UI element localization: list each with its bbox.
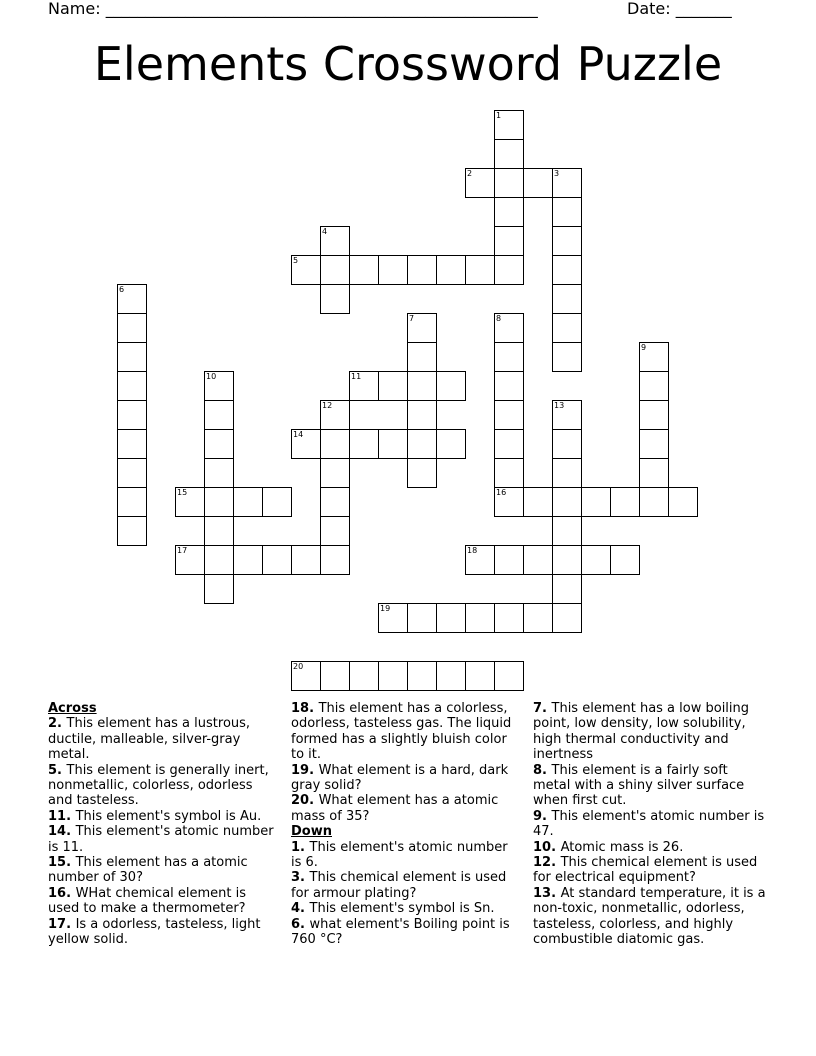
grid-cell[interactable] (320, 545, 350, 575)
grid-cell[interactable] (378, 603, 408, 633)
grid-cell[interactable] (204, 487, 234, 517)
clue-number: 15. (48, 855, 76, 871)
clue (48, 824, 276, 855)
grid-cell[interactable] (494, 197, 524, 227)
grid-cell[interactable] (523, 603, 553, 633)
grid-cell[interactable] (639, 371, 669, 401)
grid-cell[interactable] (639, 429, 669, 459)
grid-cell[interactable] (552, 226, 582, 256)
clue-number: 10. (533, 839, 561, 855)
clue-text: Is a odorless, tasteless, light yellow solid. (48, 916, 261, 948)
date-blank: _______ (675, 0, 732, 18)
clue (48, 855, 276, 886)
clue-text: This element is a fairly soft metal with a shiny silver surface when first cut. (533, 762, 745, 809)
grid-cell[interactable] (552, 400, 582, 430)
grid-cell[interactable] (552, 168, 582, 198)
cell-number: 13 (554, 401, 565, 410)
clue-number: 14. (48, 824, 76, 840)
clue (291, 793, 521, 824)
grid-cell[interactable] (117, 400, 147, 430)
page-title: Elements Crossword Puzzle (93, 37, 723, 91)
cell-number: 6 (119, 285, 125, 294)
cell-number: 2 (467, 169, 473, 178)
grid-cell[interactable] (407, 400, 437, 430)
grid-cell[interactable] (349, 255, 379, 285)
cell-number: 15 (177, 488, 188, 497)
grid-cell[interactable] (465, 255, 495, 285)
clue-text: What element is a hard, dark gray solid? (291, 762, 509, 794)
grid-cell[interactable] (494, 603, 524, 633)
clue-text: This element's symbol is Au. (75, 808, 262, 824)
grid-cell[interactable] (494, 139, 524, 169)
grid-cell[interactable] (320, 661, 350, 691)
grid-cell[interactable] (581, 545, 611, 575)
clue-heading: Across (48, 701, 97, 716)
name-blank: ______________________________________________________ (105, 0, 538, 18)
clue (533, 763, 767, 809)
clue-text: This element's symbol is Sn. (309, 901, 495, 917)
grid-cell[interactable] (494, 342, 524, 372)
grid-cell[interactable] (523, 487, 553, 517)
grid-cell[interactable] (639, 458, 669, 488)
clue (533, 855, 767, 886)
grid-cell[interactable] (494, 168, 524, 198)
grid-cell[interactable] (552, 197, 582, 227)
clue-column-2 (291, 701, 521, 948)
grid-cell[interactable] (552, 603, 582, 633)
grid-cell[interactable] (436, 371, 466, 401)
clue-number: 13. (533, 885, 561, 901)
clue-column-1 (48, 701, 276, 948)
grid-cell[interactable] (204, 371, 234, 401)
grid-cell[interactable] (494, 545, 524, 575)
clue-heading: Down (291, 824, 332, 840)
grid-cell[interactable] (233, 487, 263, 517)
grid-cell[interactable] (320, 284, 350, 314)
cell-number: 7 (409, 314, 415, 323)
clue (291, 840, 521, 871)
grid-cell[interactable] (407, 313, 437, 343)
grid-cell[interactable] (378, 429, 408, 459)
cell-number: 9 (641, 343, 647, 352)
grid-cell[interactable] (552, 342, 582, 372)
grid-cell[interactable] (494, 110, 524, 140)
grid-cell[interactable] (552, 313, 582, 343)
grid-cell[interactable] (639, 487, 669, 517)
grid-cell[interactable] (494, 429, 524, 459)
clue-number: 19. (291, 762, 319, 778)
clue (291, 870, 521, 901)
grid-cell[interactable] (465, 545, 495, 575)
grid-cell[interactable] (204, 516, 234, 546)
clue-text: WHat chemical element is used to make a thermometer? (48, 885, 247, 917)
clue-number: 17. (48, 916, 76, 932)
cell-number: 14 (293, 430, 304, 439)
grid-cell[interactable] (494, 313, 524, 343)
name-label: Name: (48, 0, 101, 18)
grid-cell[interactable] (494, 400, 524, 430)
grid-cell[interactable] (291, 545, 321, 575)
grid-cell[interactable] (465, 661, 495, 691)
cell-number: 5 (293, 256, 299, 265)
grid-cell[interactable] (320, 429, 350, 459)
grid-cell[interactable] (378, 371, 408, 401)
clue-text: This element has a atomic number of 30? (48, 855, 248, 886)
clue-number: 7. (533, 701, 552, 716)
grid-cell[interactable] (204, 574, 234, 604)
grid-cell[interactable] (465, 168, 495, 198)
clue (291, 701, 521, 763)
clue-number: 9. (533, 808, 552, 824)
grid-cell[interactable] (552, 255, 582, 285)
grid-cell[interactable] (378, 661, 408, 691)
clue (533, 809, 767, 840)
clue-text: This element has a low boiling point, low density, low solubility, high thermal conductivity and inertness (533, 701, 750, 763)
grid-cell[interactable] (552, 284, 582, 314)
grid-cell[interactable] (117, 284, 147, 314)
clue-number: 6. (291, 916, 310, 932)
clue-text: What element has a atomic mass of 35? (291, 793, 499, 824)
grid-cell[interactable] (494, 458, 524, 488)
clue (48, 763, 276, 809)
clue-text: This element's atomic number is 47. (533, 808, 765, 840)
clue (48, 886, 276, 917)
clue-text: what element's Boiling point is 760 °C? (291, 916, 510, 948)
clue-number: 12. (533, 855, 561, 871)
grid-cell[interactable] (494, 255, 524, 285)
grid-cell[interactable] (175, 487, 205, 517)
clue (291, 763, 521, 794)
cell-number: 8 (496, 314, 502, 323)
grid-cell[interactable] (320, 255, 350, 285)
clue (533, 701, 767, 763)
grid-cell[interactable] (117, 487, 147, 517)
grid-cell[interactable] (407, 342, 437, 372)
cell-number: 12 (322, 401, 333, 410)
clue (48, 917, 276, 948)
grid-cell[interactable] (552, 516, 582, 546)
cell-number: 17 (177, 546, 188, 555)
grid-cell[interactable] (552, 458, 582, 488)
grid-cell[interactable] (639, 400, 669, 430)
grid-cell[interactable] (262, 487, 292, 517)
grid-cell[interactable] (407, 371, 437, 401)
clue-text: At standard temperature, it is a non-toxic, nonmetallic, odorless, tasteless, colorless, and highly combustible diatomic gas. (533, 885, 766, 948)
cell-number: 11 (351, 372, 362, 381)
cell-number: 19 (380, 604, 391, 613)
grid-cell[interactable] (320, 226, 350, 256)
grid-cell[interactable] (436, 429, 466, 459)
grid-cell[interactable] (639, 342, 669, 372)
cell-number: 18 (467, 546, 478, 555)
clue-text: This element has a colorless, odorless, tasteless gas. The liquid formed has a slightly bluish color to it. (291, 701, 512, 763)
grid-cell[interactable] (291, 429, 321, 459)
grid-cell[interactable] (291, 661, 321, 691)
grid-cell[interactable] (465, 603, 495, 633)
clue-text: This chemical element is used for electrical equipment? (533, 855, 758, 886)
clue (48, 809, 276, 824)
clue (291, 917, 521, 948)
grid-cell[interactable] (610, 545, 640, 575)
clue-number: 16. (48, 885, 76, 901)
grid-cell[interactable] (117, 516, 147, 546)
grid-cell[interactable] (117, 371, 147, 401)
grid-cell[interactable] (320, 400, 350, 430)
grid-cell[interactable] (494, 226, 524, 256)
grid-cell[interactable] (233, 545, 263, 575)
grid-cell[interactable] (668, 487, 698, 517)
grid-cell[interactable] (204, 429, 234, 459)
grid-cell[interactable] (291, 255, 321, 285)
clue (533, 886, 767, 948)
clue-number: 5. (48, 762, 67, 778)
grid-cell[interactable] (407, 661, 437, 691)
clue-number: 18. (291, 701, 319, 716)
date-label: Date: (627, 0, 671, 18)
clue (291, 901, 521, 916)
clue-text: This chemical element is used for armour plating? (291, 870, 507, 901)
cell-number: 1 (496, 111, 502, 120)
cell-number: 16 (496, 488, 507, 497)
grid-cell[interactable] (523, 168, 553, 198)
grid-cell[interactable] (552, 574, 582, 604)
clue (48, 716, 276, 762)
grid-cell[interactable] (378, 255, 408, 285)
cell-number: 10 (206, 372, 217, 381)
grid-cell[interactable] (552, 545, 582, 575)
clue-number: 4. (291, 901, 310, 917)
grid-cell[interactable] (494, 371, 524, 401)
grid-cell[interactable] (320, 487, 350, 517)
grid-cell[interactable] (349, 661, 379, 691)
clue-text: This element's atomic number is 11. (48, 824, 274, 855)
clue-text: This element's atomic number is 6. (291, 839, 508, 871)
clue-number: 1. (291, 839, 310, 855)
grid-cell[interactable] (349, 371, 379, 401)
grid-cell[interactable] (407, 429, 437, 459)
clue-number: 3. (291, 870, 310, 886)
grid-cell[interactable] (204, 400, 234, 430)
grid-cell[interactable] (610, 487, 640, 517)
grid-cell[interactable] (523, 545, 553, 575)
grid-cell[interactable] (117, 429, 147, 459)
clue-text: This element has a lustrous, ductile, malleable, silver-gray metal. (48, 716, 251, 763)
grid-cell[interactable] (117, 342, 147, 372)
grid-cell[interactable] (407, 458, 437, 488)
cell-number: 3 (554, 169, 560, 178)
cell-number: 20 (293, 662, 304, 671)
grid-cell[interactable] (320, 458, 350, 488)
grid-cell[interactable] (262, 545, 292, 575)
grid-cell[interactable] (204, 545, 234, 575)
clue-number: 8. (533, 762, 552, 778)
grid-cell[interactable] (494, 487, 524, 517)
clue-number: 20. (291, 793, 319, 809)
clue-text: Atomic mass is 26. (560, 839, 684, 855)
clue-number: 2. (48, 716, 67, 732)
grid-cell[interactable] (175, 545, 205, 575)
clue-column-3 (533, 701, 767, 948)
grid-cell[interactable] (436, 255, 466, 285)
grid-cell[interactable] (552, 487, 582, 517)
cell-number: 4 (322, 227, 328, 236)
grid-cell[interactable] (407, 255, 437, 285)
grid-cell[interactable] (349, 429, 379, 459)
grid-cell[interactable] (117, 313, 147, 343)
grid-cell[interactable] (552, 429, 582, 459)
grid-cell[interactable] (581, 487, 611, 517)
clue-number: 11. (48, 808, 76, 824)
clue-text: This element is generally inert, nonmetallic, colorless, odorless and tasteless. (48, 762, 269, 809)
grid-cell[interactable] (494, 661, 524, 691)
grid-cell[interactable] (117, 458, 147, 488)
grid-cell[interactable] (320, 516, 350, 546)
grid-cell[interactable] (436, 661, 466, 691)
clue (533, 840, 767, 855)
grid-cell[interactable] (436, 603, 466, 633)
grid-cell[interactable] (407, 603, 437, 633)
grid-cell[interactable] (204, 458, 234, 488)
